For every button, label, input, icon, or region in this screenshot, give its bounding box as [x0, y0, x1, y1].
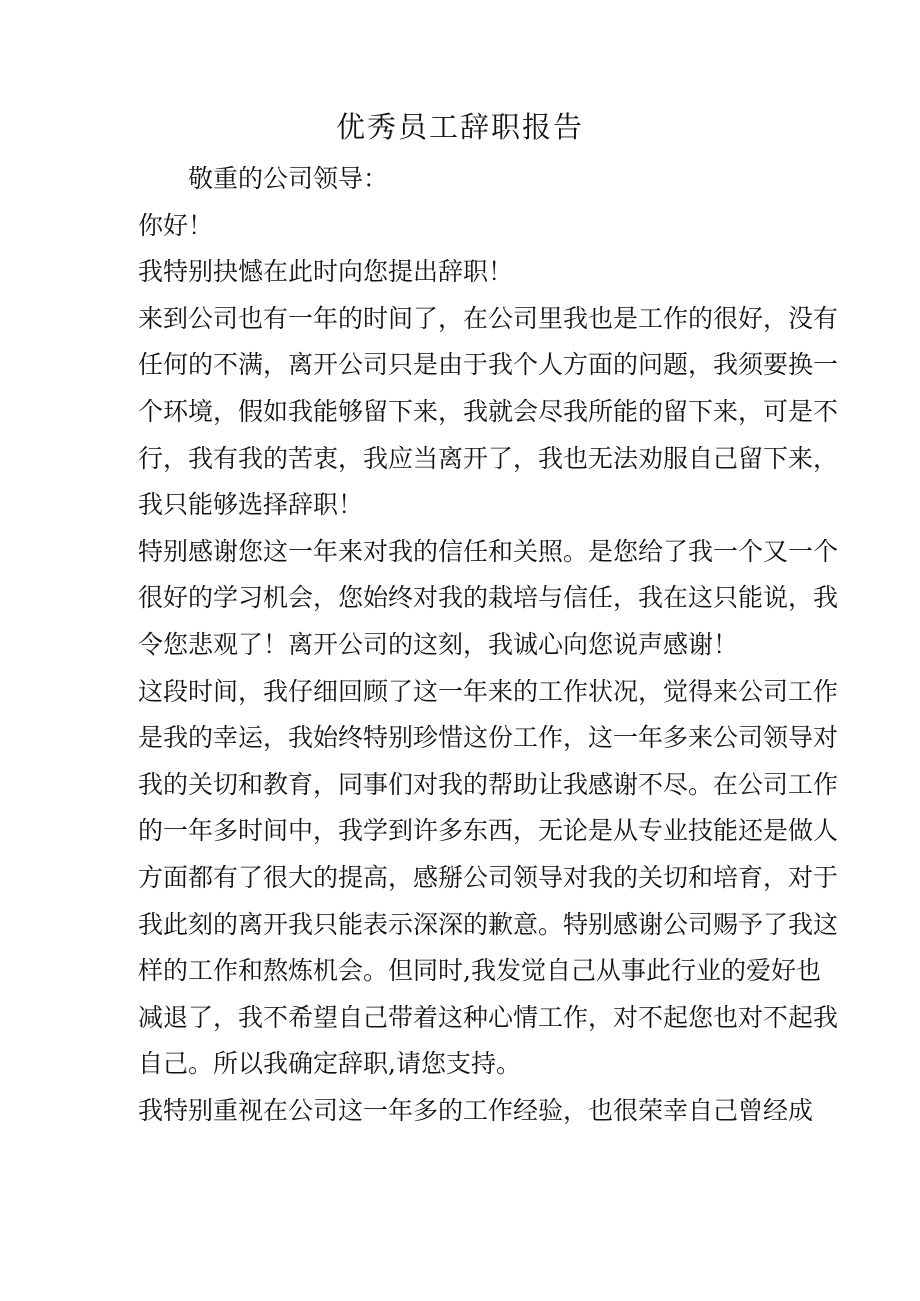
text-line: 样的工作和熬炼机会。但同时,我发觉自己从事此行业的爱好也 [138, 956, 821, 986]
document-title: 优秀员工辞职报告 [335, 110, 584, 144]
text-line: 我的关切和教育，同事们对我的帮助让我感谢不尽。在公司工作 [138, 769, 839, 799]
text-line: 我特别抉憾在此时向您提出辞职！ [138, 257, 514, 287]
text-line: 我此刻的离开我只能表示深深的歉意。特别感谢公司赐予了我这 [138, 909, 839, 939]
text-line: 我特别重视在公司这一年多的工作经验，也很荣幸自己曾经成 [138, 1095, 814, 1125]
text-line: 是我的幸运，我始终特别珍惜这份工作，这一年多来公司领导对 [138, 723, 839, 753]
text-line: 自己。所以我确定辞职,请您支持。 [138, 1049, 521, 1079]
text-line: 这段时间，我仔细回顾了这一年来的工作状况，觉得来公司工作 [138, 676, 839, 706]
text-line: 令您悲观了！离开公司的这刻，我诚心向您说声感谢！ [138, 629, 739, 659]
text-line: 减退了，我不希望自己带着这种心情工作，对不起您也对不起我 [138, 1002, 839, 1032]
text-line: 来到公司也有一年的时间了，在公司里我也是工作的很好，没有 [138, 303, 839, 333]
text-line: 特别感谢您这一年来对我的信任和关照。是您给了我一个又一个 [138, 536, 839, 566]
text-line: 方面都有了很大的提高，感掰公司领导对我的关切和培育，对于 [138, 862, 839, 892]
text-line: 很好的学习机会，您始终对我的栽培与信任，我在这只能说，我 [138, 583, 839, 613]
text-line: 任何的不满，离开公司只是由于我个人方面的问题，我须要换一 [138, 350, 839, 380]
document-body [138, 156, 839, 1134]
text-line: 行，我有我的苦衷，我应当离开了，我也无法劝服自己留下来， [138, 443, 839, 473]
text-line: 的一年多时间中，我学到许多东西，无论是从专业技能还是做人 [138, 816, 839, 846]
text-line: 个环境，假如我能够留下来，我就会尽我所能的留下来，可是不 [138, 396, 839, 426]
salutation: 敬重的公司领导： [188, 164, 389, 193]
text-line: 我只能够选择辞职！ [138, 490, 364, 520]
text-line: 你好！ [138, 210, 214, 240]
